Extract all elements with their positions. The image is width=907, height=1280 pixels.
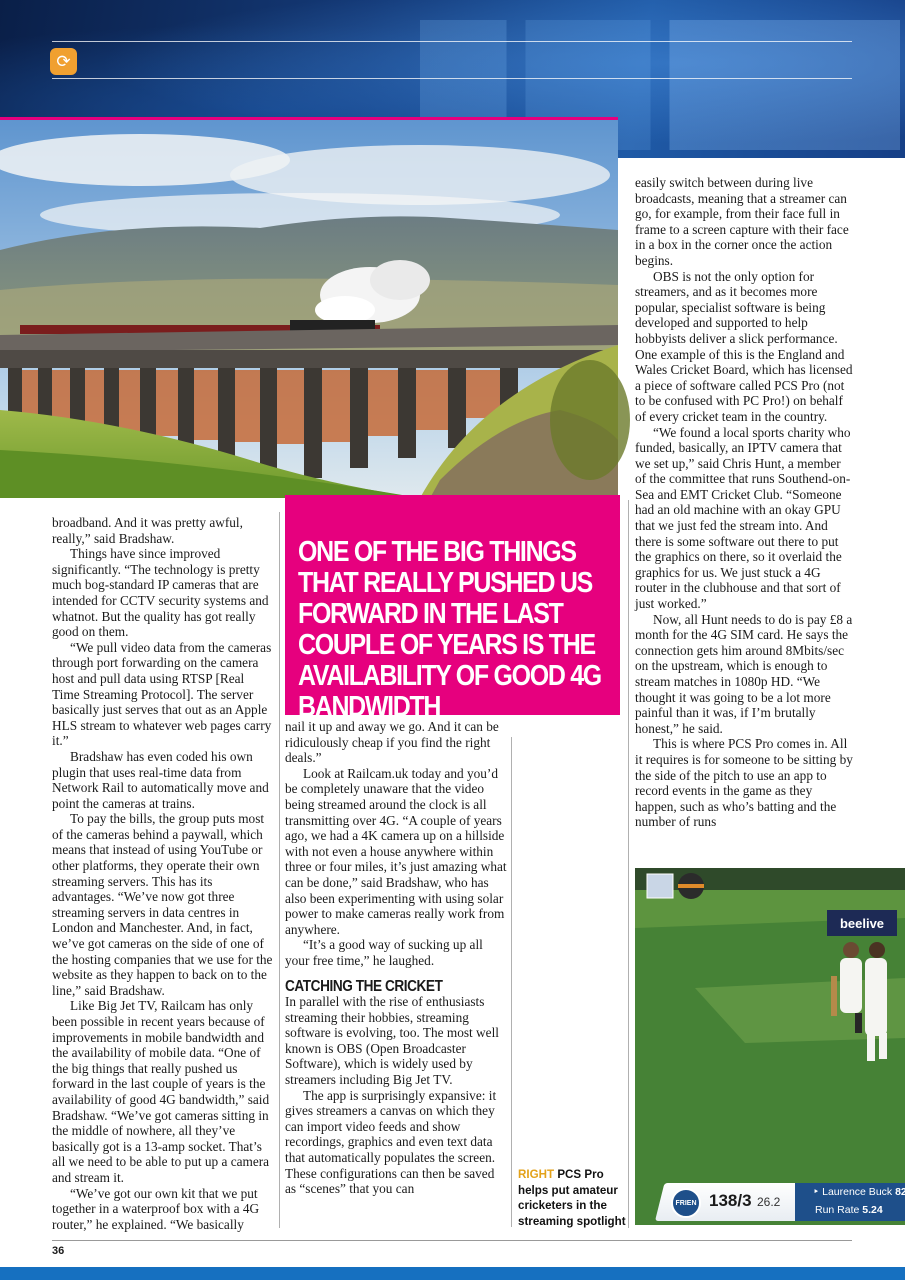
page-number: 36 — [52, 1245, 65, 1257]
section-subhead: CATCHING THE CRICKET — [285, 977, 443, 995]
image-caption — [518, 1167, 626, 1229]
caption-text: PCS Pro helps put amateur cricketers in the streaming spotlight — [518, 1168, 626, 1228]
batter-name: ‣ Laurence Buck — [813, 1186, 893, 1198]
run-rate-label: Run Rate — [815, 1204, 860, 1216]
header-rule-bottom — [52, 78, 852, 79]
overs-value: 26.2 — [757, 1195, 781, 1209]
paragraph: OBS is not the only option for streamers, and as it becomes more popular, specialist software is being developed and supported to help hobbyists deliver a slick performance. One example of this is the England and Wales Cricket Board, which has licensed a piece of software called PCS Pro (not to be confused with PC Pro!) on behalf of every cricket team in the country. — [635, 268, 853, 424]
header-rule-top — [52, 41, 852, 42]
paragraph: broadband. And it was pretty awful, really,” said Bradshaw. — [52, 515, 243, 546]
pull-quote-box — [285, 495, 620, 723]
pull-quote-text: ONE OF THE BIG THINGS THAT REALLY PUSHED US FORWARD IN THE LAST COUPLE OF YEARS IS THE AVAILABILITY OF GOOD 4G BANDWIDTH — [298, 536, 601, 723]
column-divider — [511, 737, 512, 1227]
paragraph: nail it up and away we go. And it can be ridiculously cheap if you find the right deals.” — [285, 719, 499, 766]
paragraph: This is where PCS Pro comes in. All it requires is for someone to be sitting by the side of the pitch to use an app to record events in the game as they happen, such as who’s batting and the number of runs — [635, 736, 853, 830]
article-column-1 — [52, 515, 274, 1232]
paragraph: “We’ve got our own kit that we put together in a waterproof box with a 4G router,” he explained. “We basically — [52, 1185, 260, 1232]
column-divider — [628, 500, 629, 1228]
footer-bar — [0, 1267, 905, 1280]
paragraph: Look at Railcam.uk today and you’d be completely unaware that the video being streamed around the clock is all transmitting over 4G. “A couple of years ago, we had a 4K camera up on a hillside with not even a house anywhere within three or four miles, it’s just amazing what can be done,” said Bradshaw, who has also been experimenting with using solar power to make cameras really work from anywhere. — [285, 765, 507, 937]
scoreboard-overlay — [655, 1180, 905, 1224]
sponsor-banner: beelive — [839, 915, 885, 931]
article-column-3 — [635, 175, 853, 830]
refresh-icon: ⟳ — [50, 48, 77, 75]
viaduct-photo — [0, 117, 618, 495]
paragraph: “We pull video data from the cameras through port forwarding on the camera host and pull data using RTSP [Real Time Streaming Protocol]. The server basically just serves that out as an Apple HLS stream to whatever web pages carry it.” — [52, 639, 272, 749]
paragraph: The app is surprisingly expansive: it gives streamers a canvas on which they can import video feeds and show recordings, graphics and even text data that automatically populates the screen. These configurations can then be saved as “scenes” that you can — [285, 1087, 497, 1197]
article-column-2 — [285, 719, 507, 1197]
paragraph: “We found a local sports charity who funded, basically, an IPTV camera that we set up,” said Chris Hunt, a member of the committee that runs Southend-on-Sea and EMT Cricket Club. “Someone had an old machine with an okay GPU that we just fed the stream into. And there is some software out there to put the graphics on there, so it overlaid the graphics for us. We just stuck a 4G router in the clubhouse and that sort of just worked.” — [635, 424, 851, 612]
paragraph: “It’s a good way of sucking up all your free time,” he laughed. — [285, 937, 483, 968]
paragraph: Like Big Jet TV, Railcam has only been possible in recent years because of improvements in mobile bandwidth and the availability of mobile data. “One of the big things that really pushed us forward in the last couple of years is the availability of good 4G bandwidth,” said Bradshaw. “We’ve got cameras sitting in the middle of nowhere, all they’ve basically got is a 13-amp socket. That’s all we need to be able to put up a camera and stream it. — [52, 998, 270, 1185]
paragraph: To pay the bills, the group puts most of the cameras behind a paywall, which means that instead of using YouTube or other platforms, they operate their own streaming servers. This has its advantages. “We’ve now got three streaming servers in data centres in London and Manchester. And, in fact, we’ve got cameras on the side of one of the hosting companies that we use for the website as they happen to back on to the line,” said Bradshaw. — [52, 811, 273, 998]
paragraph: easily switch between during live broadcasts, meaning that a streamer can go, for example, from their face full in frame to a screen capture with their face in a box in the corner once the action begins. — [635, 175, 849, 268]
run-rate-value: 5.24 — [862, 1204, 883, 1216]
run-rate-line — [815, 1204, 883, 1216]
batter-runs: 82 — [895, 1186, 907, 1198]
footer-rule — [52, 1240, 852, 1241]
paragraph: Things have since improved significantly. “The technology is pretty much bog-standard IP cameras that are intended for CCTV security systems and whatnot. But the quality has got really good on them. — [52, 546, 269, 640]
paragraph: In parallel with the rise of enthusiasts streaming their hobbies, streaming software is evolving, too. The most well known is OBS (Open Broadcaster Software), which is widely used by streamers including Big Jet TV. — [285, 994, 499, 1088]
batter-line — [813, 1186, 907, 1198]
paragraph: Now, all Hunt needs to do is pay £8 a month for the 4G SIM card. He says the connection gets him around 8Mbits/sec on the upstream, which is enough to stream matches in 1080p HD. “We thought it was going to be a lot more painful than it was, if I’m brutally honest,” he said. — [635, 611, 853, 736]
caption-tag: RIGHT — [518, 1168, 555, 1181]
column-divider — [279, 512, 280, 1228]
cricket-stream-screenshot — [635, 868, 905, 1225]
paragraph: Bradshaw has even coded his own plugin that uses real-time data from Network Rail to automatically move and point the cameras at trains. — [52, 748, 269, 811]
score-value: 138/3 — [709, 1191, 752, 1210]
team-badge: FRIEN — [671, 1188, 701, 1218]
